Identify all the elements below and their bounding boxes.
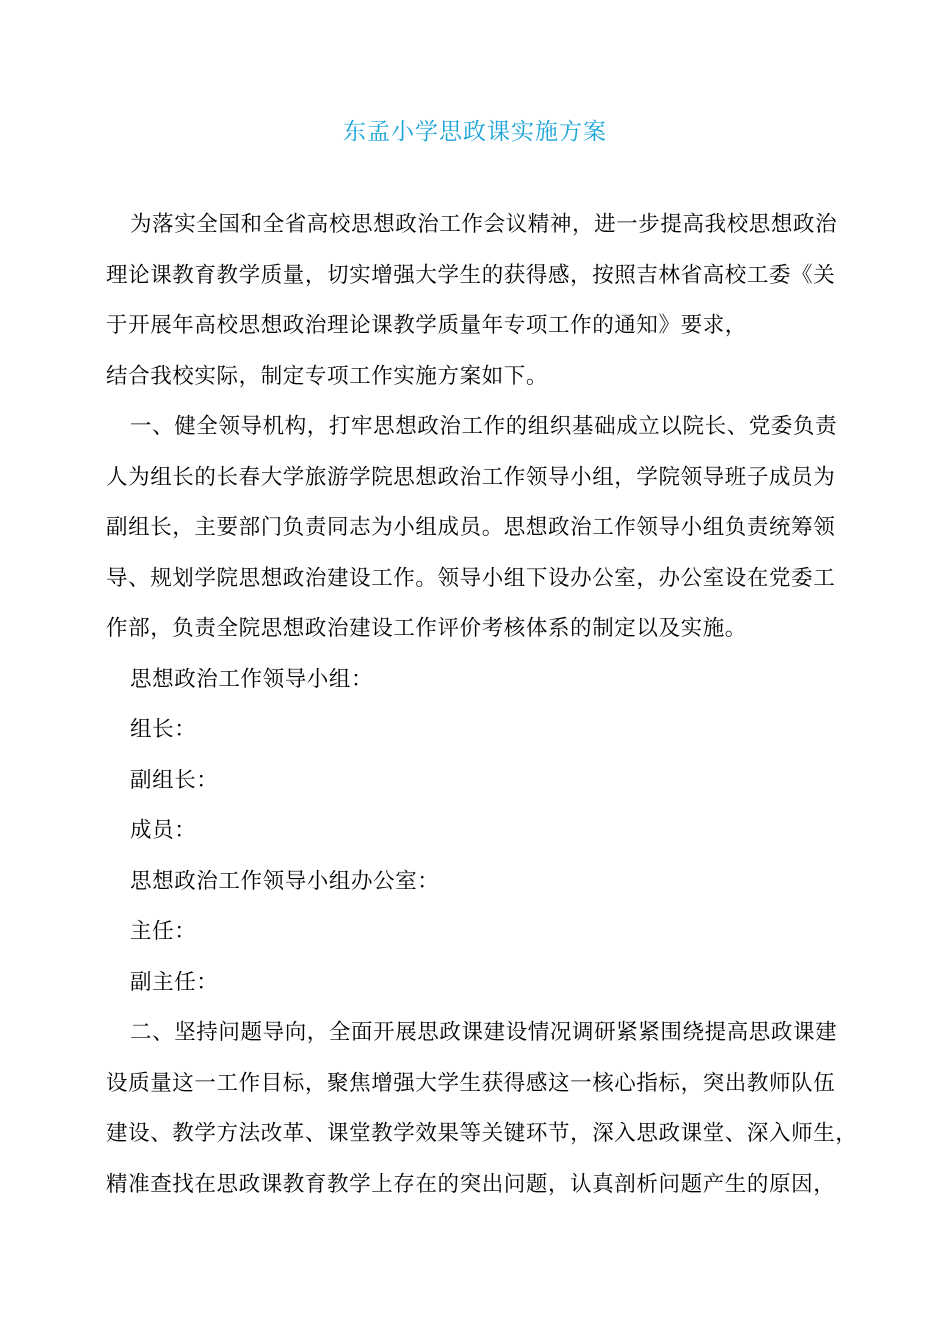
text-line: 于开展年高校思想政治理论课教学质量年专项工作的通知》要求， xyxy=(106,313,747,338)
text-line: 作部，负责全院思想政治建设工作评价考核体系的制定以及实施。 xyxy=(106,616,747,641)
text-line: 精准查找在思政课教育教学上存在的突出问题，认真剖析问题产生的原因， xyxy=(106,1171,836,1197)
text-line: 理论课教育教学质量，切实增强大学生的获得感，按照吉林省高校工委《关 xyxy=(106,262,836,288)
text-line: 二、坚持问题导向，全面开展思政课建设情况调研紧紧围绕提高思政课建 xyxy=(130,1020,838,1045)
text-line: 设质量这一工作目标，聚焦增强大学生获得感这一核心指标，突出教师队伍 xyxy=(106,1070,836,1096)
document-title: 东孟小学思政课实施方案 xyxy=(343,119,607,145)
text-line: 思想政治工作领导小组办公室： xyxy=(130,868,440,894)
text-line: 建设、教学方法改革、课堂教学效果等关键环节，深入思政课堂、深入师生， xyxy=(106,1121,858,1146)
text-line: 组长： xyxy=(130,717,197,742)
text-line: 导、规划学院思想政治建设工作。领导小组下设办公室，办公室设在党委工 xyxy=(106,565,836,591)
text-line: 副组长，主要部门负责同志为小组成员。思想政治工作领导小组负责统筹领 xyxy=(106,515,836,540)
text-line: 为落实全国和全省高校思想政治工作会议精神，进一步提高我校思想政治 xyxy=(130,212,838,237)
text-line: 一、健全领导机构，打牢思想政治工作的组织基础成立以院长、党委负责 xyxy=(130,414,838,439)
text-line: 思想政治工作领导小组： xyxy=(130,666,374,692)
text-line: 主任： xyxy=(130,919,197,944)
text-line: 人为组长的长春大学旅游学院思想政治工作领导小组，学院领导班子成员为 xyxy=(106,464,836,490)
text-line: 副主任： xyxy=(130,969,219,995)
text-line: 副组长： xyxy=(130,767,219,793)
text-line: 结合我校实际，制定专项工作实施方案如下。 xyxy=(106,363,549,389)
text-line: 成员： xyxy=(130,818,197,843)
document-body xyxy=(106,208,866,1218)
